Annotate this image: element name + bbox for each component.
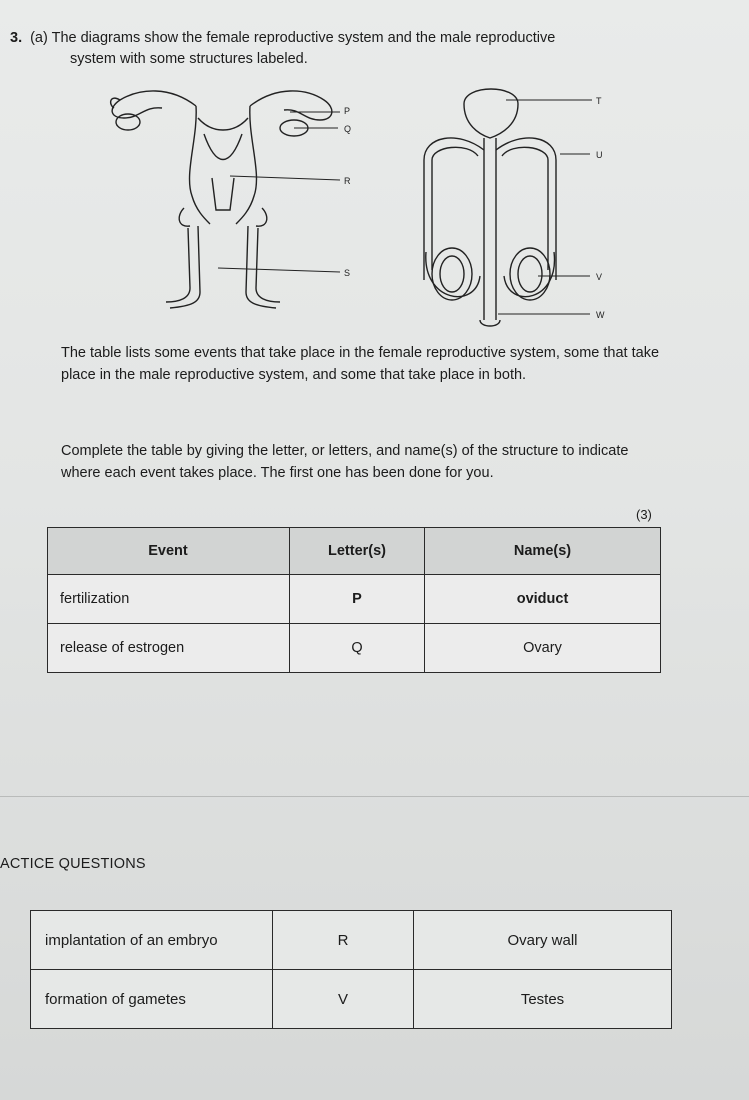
section-title: ACTICE QUESTIONS	[0, 856, 146, 872]
male-label-v: V	[596, 272, 603, 282]
practice-table	[30, 910, 672, 1029]
letter-cell[interactable]: Q	[290, 624, 425, 673]
event-cell: implantation of an embryo	[31, 911, 273, 970]
male-reproductive-diagram	[418, 80, 618, 330]
table-header-row	[48, 528, 661, 575]
letter-cell[interactable]: P	[290, 575, 425, 624]
male-label-w: W	[596, 310, 605, 320]
question-number: 3.	[10, 30, 23, 46]
name-cell[interactable]: Testes	[414, 970, 672, 1029]
instruction-paragraph-1: The table lists some events that take place in the female reproductive system, some that take place in the male reproductive system, and some that take place in both.	[61, 345, 660, 383]
header-letters: Letter(s)	[290, 528, 425, 575]
female-label-r: R	[344, 176, 351, 186]
question-intro-line2: system with some structures labeled.	[70, 51, 308, 67]
marks-label: (3)	[636, 507, 652, 522]
question-header	[10, 28, 660, 70]
letter-cell[interactable]: R	[273, 911, 414, 970]
female-label-q: Q	[344, 124, 352, 134]
table-row	[48, 624, 661, 673]
name-cell[interactable]: Ovary wall	[414, 911, 672, 970]
name-cell[interactable]: oviduct	[425, 575, 661, 624]
header-names: Name(s)	[425, 528, 661, 575]
table-row	[31, 970, 672, 1029]
female-reproductive-diagram	[100, 78, 370, 318]
female-label-p: P	[344, 106, 351, 116]
event-cell: release of estrogen	[48, 624, 290, 673]
male-label-u: U	[596, 150, 603, 160]
male-label-t: T	[596, 96, 602, 106]
instruction-paragraph-2: Complete the table by giving the letter, or letters, and name(s) of the structure to indicate where each event takes place. The first one has been done for you.	[61, 443, 629, 481]
name-cell[interactable]: Ovary	[425, 624, 661, 673]
table-row	[48, 575, 661, 624]
female-label-s: S	[344, 268, 351, 278]
table-row	[31, 911, 672, 970]
question-intro-line1: (a) The diagrams show the female reproductive system and the male reproductive	[30, 30, 556, 46]
header-event: Event	[48, 528, 290, 575]
page-divider	[0, 796, 749, 797]
event-cell: formation of gametes	[31, 970, 273, 1029]
events-table	[47, 527, 661, 673]
letter-cell[interactable]: V	[273, 970, 414, 1029]
event-cell: fertilization	[48, 575, 290, 624]
